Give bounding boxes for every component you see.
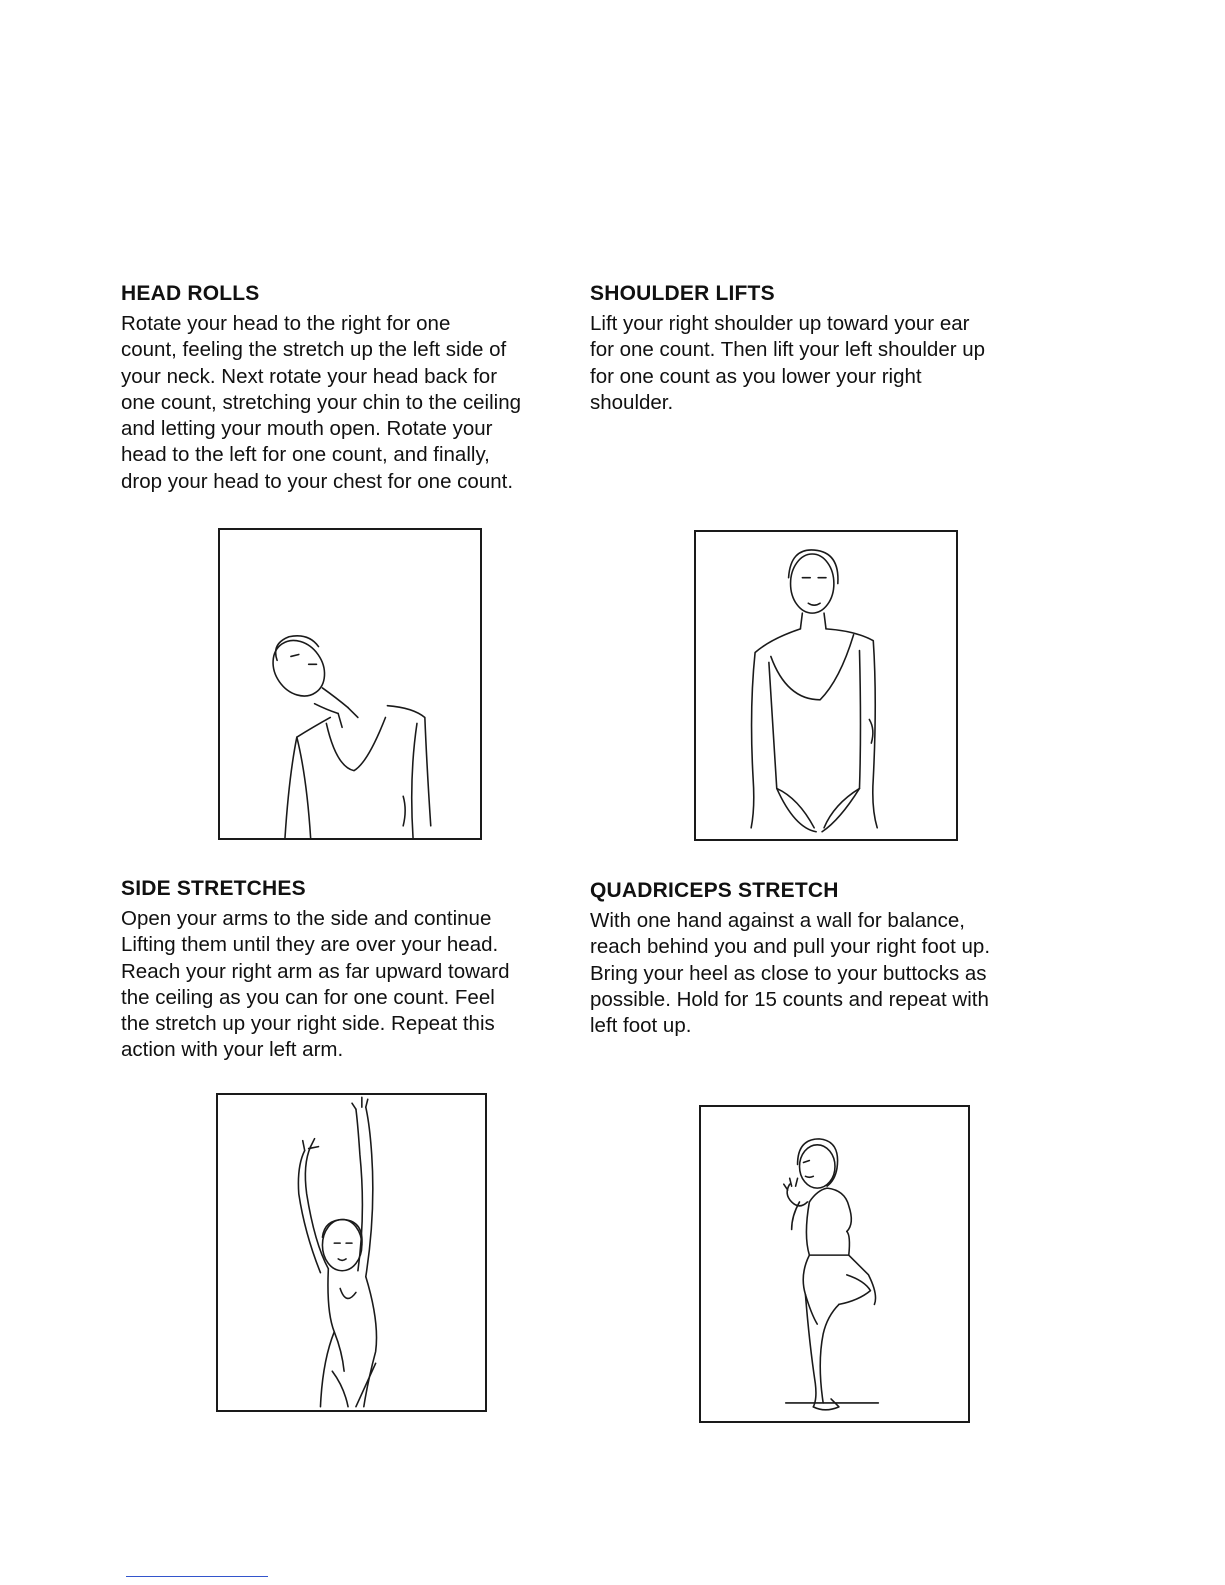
section-title: SIDE STRETCHES [121, 877, 306, 900]
body-line: Lift your right shoulder up toward your ear [590, 312, 970, 335]
head-tilt-illustration [220, 530, 480, 838]
body-line: Rotate your head to the right for one [121, 312, 451, 335]
body-line: drop your head to your chest for one count. [121, 469, 514, 493]
section-title: SHOULDER LIFTS [590, 282, 775, 305]
footnote-rule [126, 1576, 268, 1577]
section-body [590, 311, 1050, 416]
body-line: action with your left arm. [121, 1038, 344, 1062]
body-line: Lifting them until they are over your head. [121, 933, 499, 957]
arms-overhead-illustration [218, 1095, 485, 1410]
shoulder-lift-illustration [696, 532, 956, 839]
section-head-rolls [121, 281, 581, 495]
body-line: Bring your heel as close to your buttocks as [590, 961, 987, 985]
body-line: Reach your right arm as far upward toward [121, 959, 510, 983]
body-line: the ceiling as you can for one count. Feel [121, 985, 495, 1009]
body-line: shoulder. [590, 390, 674, 414]
body-line: one count, stretching your chin to the ceiling [121, 390, 521, 414]
body-line: your neck. Next rotate your head back for [121, 364, 498, 388]
body-line: left foot up. [590, 1014, 692, 1038]
body-line: count, feeling the stretch up the left side of [121, 338, 507, 362]
body-line: possible. Hold for 15 counts and repeat with [590, 987, 989, 1011]
section-body [121, 906, 581, 1064]
quad-stretch-figure-icon [699, 1105, 970, 1423]
body-line: Open your arms to the side and continue [121, 907, 492, 930]
body-line: head to the left for one count, and finally, [121, 443, 490, 467]
section-title: QUADRICEPS STRETCH [590, 879, 839, 902]
section-title: HEAD ROLLS [121, 282, 260, 305]
quad-stretch-illustration [701, 1107, 968, 1421]
body-line: reach behind you and pull your right foot up. [590, 935, 991, 959]
section-quadriceps-stretch [590, 878, 1050, 1039]
body-line: for one count. Then lift your left shoulder up [590, 338, 986, 362]
arms-overhead-figure-icon [216, 1093, 487, 1412]
body-line: for one count as you lower your right [590, 364, 922, 388]
body-line: the stretch up your right side. Repeat this [121, 1012, 495, 1036]
section-body [590, 908, 1050, 1039]
section-body [121, 311, 581, 495]
body-line: and letting your mouth open. Rotate your [121, 417, 493, 441]
shoulder-lift-figure-icon [694, 530, 958, 841]
section-side-stretches [121, 876, 581, 1064]
head-tilt-figure-icon [218, 528, 482, 840]
body-line: With one hand against a wall for balance, [590, 909, 965, 932]
section-shoulder-lifts [590, 281, 1050, 416]
